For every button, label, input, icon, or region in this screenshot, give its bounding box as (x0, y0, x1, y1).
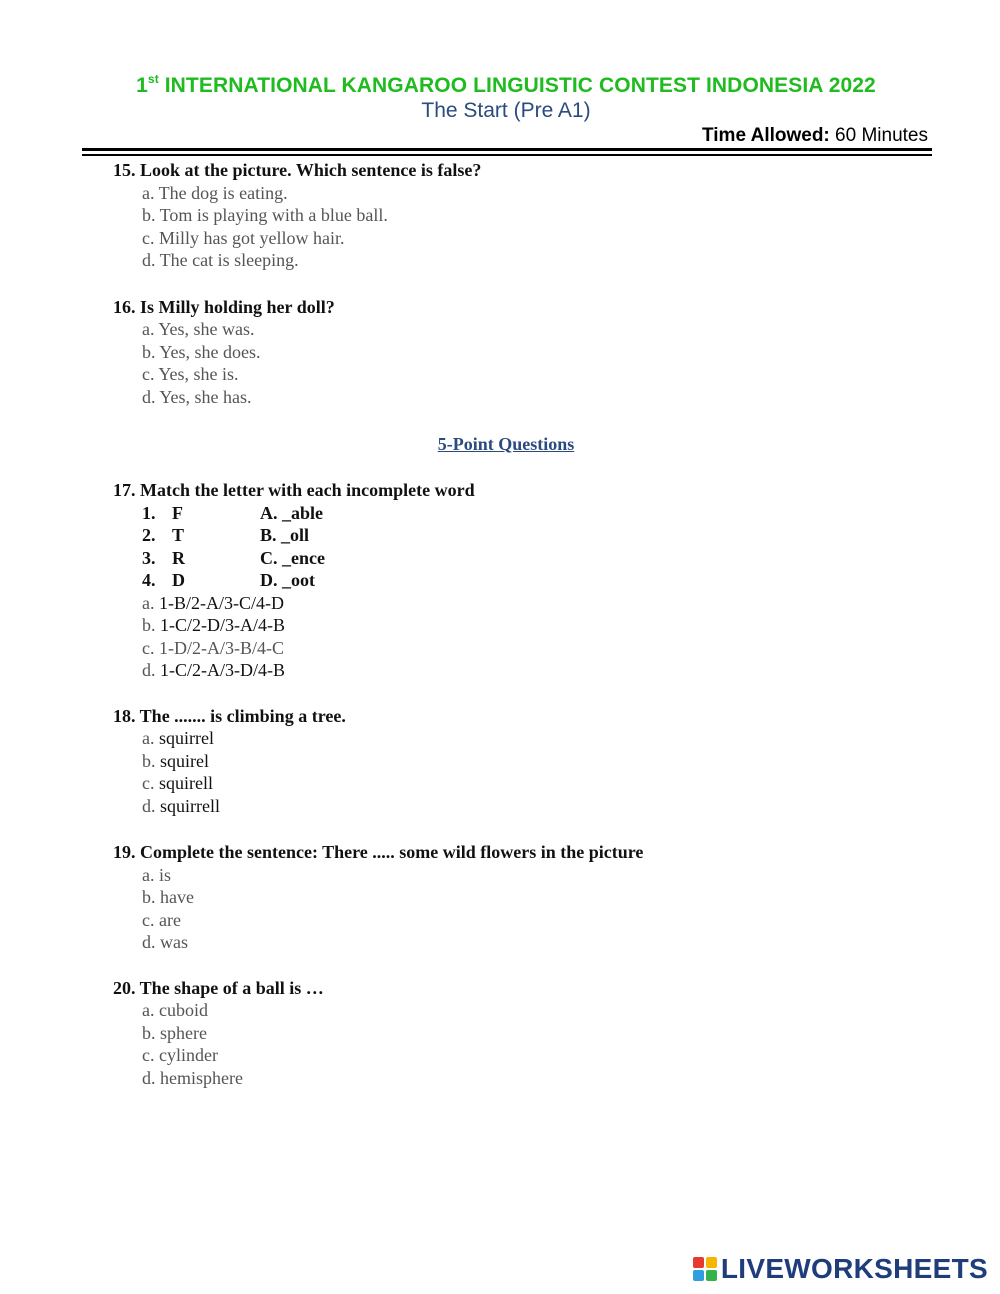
header-rule-thin (82, 154, 932, 156)
q20-option-d[interactable]: d. hemisphere (142, 1068, 243, 1088)
q17-pair-letter: D (172, 570, 185, 590)
section-heading: 5-Point Questions (437, 434, 575, 454)
question-17: 17. Match the letter with each incomplete word (113, 480, 475, 500)
q17-pair-word: B. _oll (260, 525, 310, 545)
q20-option-b[interactable]: b. sphere (142, 1023, 207, 1043)
q18-option-b[interactable]: b. squirel (142, 751, 209, 771)
time-allowed: Time Allowed: 60 Minutes (702, 125, 928, 146)
q17-pair-word: C. _ence (260, 548, 325, 568)
logo-square (693, 1257, 704, 1268)
q15-option-b[interactable]: b. Tom is playing with a blue ball. (142, 205, 388, 225)
q17-pair-num: 4. (142, 570, 156, 590)
contest-title: 1st INTERNATIONAL KANGAROO LINGUISTIC CONTEST INDONESIA 2022 (136, 72, 876, 97)
q19-option-a[interactable]: a. is (142, 865, 171, 885)
q16-option-b[interactable]: b. Yes, she does. (142, 342, 261, 362)
q19-option-d[interactable]: d. was (142, 932, 188, 952)
logo-square (693, 1270, 704, 1281)
q20-option-a[interactable]: a. cuboid (142, 1000, 208, 1020)
header-rule-thick (82, 148, 932, 151)
q18-option-d[interactable]: d. squirrell (142, 796, 220, 816)
q18-option-a[interactable]: a. squirrel (142, 728, 214, 748)
q19-option-b[interactable]: b. have (142, 887, 194, 907)
liveworksheets-logo (693, 1254, 988, 1284)
q16-option-c[interactable]: c. Yes, she is. (142, 364, 239, 384)
question-20: 20. The shape of a ball is … (113, 978, 324, 998)
question-18: 18. The ....... is climbing a tree. (113, 706, 346, 726)
q17-option-c[interactable]: c. 1-D/2-A/3-B/4-C (142, 638, 284, 658)
question-16: 16. Is Milly holding her doll? (113, 297, 335, 317)
q20-option-c[interactable]: c. cylinder (142, 1045, 218, 1065)
q17-pair-letter: F (172, 503, 183, 523)
q17-pair-num: 2. (142, 525, 156, 545)
level-subtitle: The Start (Pre A1) (421, 99, 591, 122)
q15-option-a[interactable]: a. The dog is eating. (142, 183, 288, 203)
q17-pair-word: D. _oot (260, 570, 315, 590)
q17-option-d[interactable]: d. 1-C/2-A/3-D/4-B (142, 660, 285, 680)
question-15: 15. Look at the picture. Which sentence is false? (113, 160, 482, 180)
logo-square (706, 1257, 717, 1268)
q19-option-c[interactable]: c. are (142, 910, 181, 930)
q17-option-b[interactable]: b. 1-C/2-D/3-A/4-B (142, 615, 285, 635)
question-19: 19. Complete the sentence: There ..... some wild flowers in the picture (113, 842, 644, 862)
q17-pair-word: A. _able (260, 503, 323, 523)
q16-option-d[interactable]: d. Yes, she has. (142, 387, 252, 407)
q18-option-c[interactable]: c. squirell (142, 773, 213, 793)
q15-option-d[interactable]: d. The cat is sleeping. (142, 250, 299, 270)
logo-text: LIVEWORKSHEETS (720, 1253, 988, 1284)
logo-square (706, 1270, 717, 1281)
q17-pair-letter: R (172, 548, 185, 568)
q17-pair-num: 3. (142, 548, 156, 568)
q16-option-a[interactable]: a. Yes, she was. (142, 319, 255, 339)
logo-mark-icon (693, 1257, 717, 1281)
q15-option-c[interactable]: c. Milly has got yellow hair. (142, 228, 345, 248)
q17-pair-num: 1. (142, 503, 156, 523)
q17-option-a[interactable]: a. 1-B/2-A/3-C/4-D (142, 593, 284, 613)
q17-pair-letter: T (172, 525, 185, 545)
